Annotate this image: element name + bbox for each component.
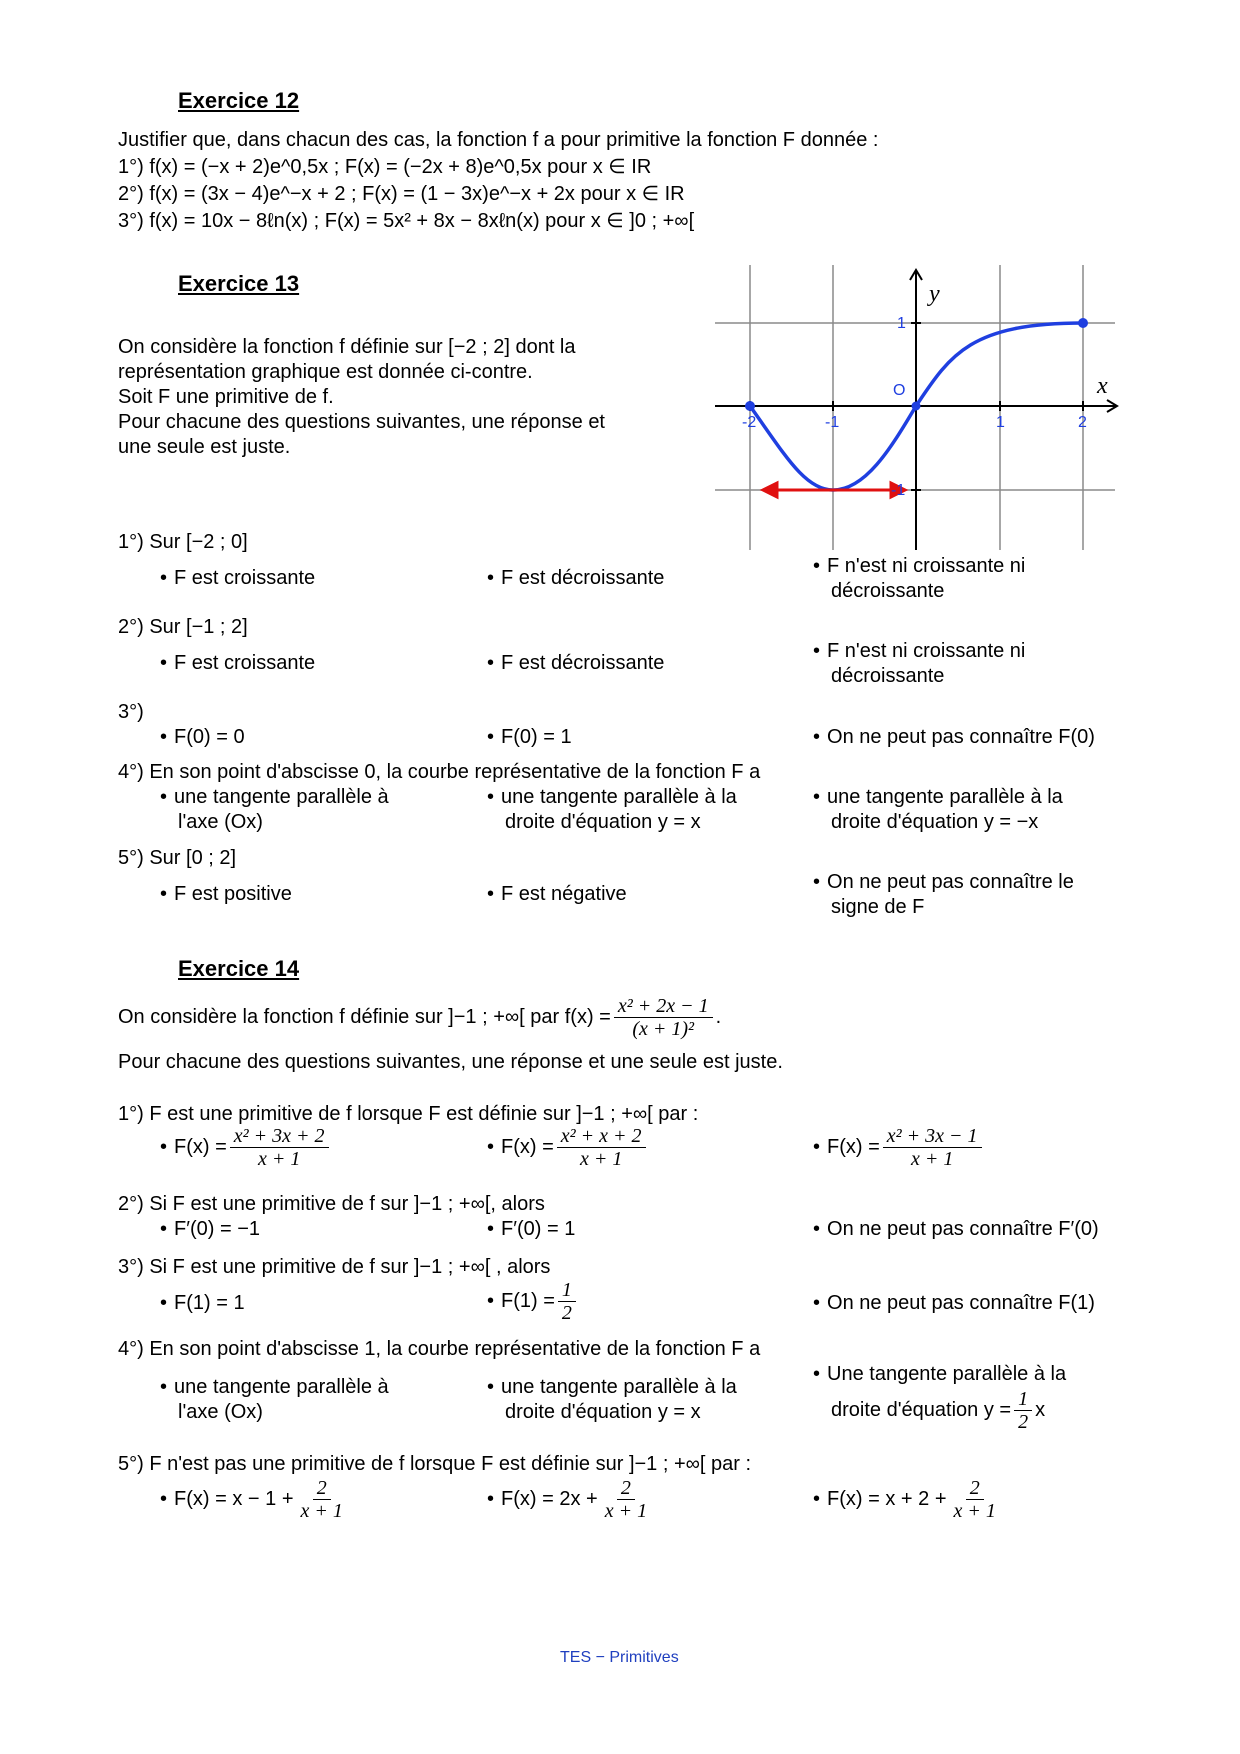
ex14-q4-option-b-line2: droite d'équation y = x [505,1401,701,1423]
ex14-q1-a-den: x + 1 [257,1148,301,1170]
ex14-q1-option-a[interactable] [160,1125,332,1170]
ex14-intro-2: Pour chacune des questions suivantes, une réponse et une seule est juste. [118,1051,783,1073]
ex14-q3-option-b[interactable] [487,1279,579,1324]
ex14-intro: On considère la fonction f définie sur ]−1 ; +∞[ par f(x) = $\frac{\text{x² + 2x − 1}}{\text{(x + 1)²}}$ . [118,995,722,1040]
y-tick-1: 1 [897,315,906,332]
ex14-q2-label: 2°) Si F est une primitive de f sur ]−1 ; +∞[, alors [118,1193,545,1215]
x-tick-m1: -1 [825,414,840,431]
ex14-q5-option-c[interactable] [813,1477,1003,1522]
curve-point-start [745,401,755,411]
ex14-q3-b-prefix: • F(1) = [501,1290,555,1312]
ex14-q1-a-prefix: • F(x) = [174,1136,227,1158]
ex14-q5-option-a[interactable] [160,1477,350,1522]
ex14-q4-c-pre: droite d'équation y = [831,1399,1012,1421]
ex14-q2-option-b[interactable]: • F′(0) = 1 [487,1217,575,1242]
ex13-q4-option-a[interactable]: • une tangente parallèle à [160,785,389,810]
ex13-q2-label: 2°) Sur [−1 ; 2] [118,616,248,638]
ex13-q3-option-a[interactable]: • F(0) = 0 [160,725,245,750]
ex14-q3-label: 3°) Si F est une primitive de f sur ]−1 ; +∞[ , alors [118,1256,551,1278]
ex14-q1-label: 1°) F est une primitive de f lorsque F est définie sur ]−1 ; +∞[ par : [118,1103,699,1125]
ex14-q1-b-prefix: • F(x) = [501,1136,554,1158]
ex14-intro-fraction [614,995,713,1040]
ex14-q1-c-den: x + 1 [910,1148,954,1170]
ex14-q5-b-den: x + 1 [604,1500,648,1522]
ex14-q1-option-b[interactable] [487,1125,649,1170]
ex14-q5-option-b[interactable] [487,1477,654,1522]
ex14-q5-a-den: x + 1 [300,1500,343,1522]
ex14-q2-option-c[interactable]: • On ne peut pas connaître F′(0) [813,1217,1099,1242]
ex14-q1-a-fraction [230,1125,329,1170]
ex14-q3-b-den: 2 [561,1302,572,1324]
ex14-title: Exercice 14 [178,956,300,981]
ex14-q3-b-fraction [558,1279,576,1324]
ex14-q4-c-den: 2 [1018,1411,1029,1433]
x-tick-2: 2 [1078,414,1087,431]
tangent-arrow [763,483,905,497]
ex12-line-3: 3°) f(x) = 10x − 8ℓn(x) ; F(x) = 5x² + 8x − 8xℓn(x) pour x ∈ ]0 ; +∞[ [118,210,695,232]
curve-point-origin [912,402,921,411]
ex13-q1-option-a[interactable]: • F est croissante [160,566,315,591]
ex13-q4-option-c[interactable]: • une tangente parallèle à la [813,785,1063,810]
ex13-q1-label: 1°) Sur [−2 ; 0] [118,531,248,553]
ex13-q1-option-b[interactable]: • F est décroissante [487,566,664,591]
ex14-q4-label: 4°) En son point d'abscisse 1, la courbe représentative de la fonction F a [118,1338,761,1360]
ex13-intro-4: Pour chacune des questions suivantes, une réponse et [118,411,605,433]
ex14-q2-option-a[interactable]: • F′(0) = −1 [160,1217,260,1242]
ex14-q1-c-num: x² + 3x − 1 [883,1125,982,1148]
ex13-q3-option-b[interactable]: • F(0) = 1 [487,725,572,750]
ex14-q4-option-a-line2: l'axe (Ox) [178,1401,263,1423]
ex14-q1-c-prefix: • F(x) = [827,1136,880,1158]
ex14-intro-text: On considère la fonction f définie sur ]−1 ; +∞[ par f(x) = [118,1006,611,1028]
ex14-q4-option-a[interactable]: • une tangente parallèle à [160,1375,389,1400]
ex14-q5-label: 5°) F n'est pas une primitive de f lorsque F est définie sur ]−1 ; +∞[ par : [118,1453,752,1475]
ex12-line-2: 2°) f(x) = (3x − 4)e^−x + 2 ; F(x) = (1 − 3x)e^−x + 2x pour x ∈ IR [118,183,685,205]
ex14-q3-b-num: 1 [558,1279,576,1302]
ex14-q5-c-num: 2 [966,1477,984,1500]
ex14-q4-option-c[interactable]: • Une tangente parallèle à la [813,1362,1066,1387]
axis-label-x: x [1097,373,1108,399]
ex14-q4-c-post: x [1035,1399,1046,1421]
ex14-q5-c-den: x + 1 [953,1500,996,1522]
ex12-title: Exercice 12 [178,88,300,113]
ex12-line-1: 1°) f(x) = (−x + 2)e^0,5x ; F(x) = (−2x + 8)e^0,5x pour x ∈ IR [118,156,652,178]
ex13-intro-3: Soit F une primitive de f. [118,386,334,408]
ex13-q5-option-b[interactable]: • F est négative [487,882,627,907]
ex13-q3-option-c[interactable]: • On ne peut pas connaître F(0) [813,725,1095,750]
ex14-q5-c-prefix: • F(x) = x + 2 + [827,1488,947,1510]
axis-label-y: y [929,281,940,307]
ex13-q2-option-c[interactable]: • F n'est ni croissante ni [813,639,1025,664]
ex13-q4-label: 4°) En son point d'abscisse 0, la courbe représentative de la fonction F a [118,761,761,783]
ex14-q4-option-c-line2 [831,1388,1045,1433]
ex13-intro-2: représentation graphique est donnée ci-contre. [118,361,533,383]
ex14-q1-b-num: x² + x + 2 [557,1125,646,1148]
ex13-q4-option-a-line2: l'axe (Ox) [178,811,263,833]
ex14-q5-b-prefix: • F(x) = 2x + [501,1488,598,1510]
y-tick-m1: -1 [891,482,906,499]
x-tick-m2: -2 [742,414,757,431]
ex14-q4-option-b[interactable]: • une tangente parallèle à la [487,1375,737,1400]
function-graph [715,265,1125,555]
ex14-q5-b-fraction [601,1477,651,1522]
ex13-q2-option-b[interactable]: • F est décroissante [487,651,664,676]
ex14-q5-a-num: 2 [313,1477,331,1500]
ex14-q3-option-a[interactable]: • F(1) = 1 [160,1291,245,1316]
ex14-q5-b-num: 2 [617,1477,635,1500]
ex13-q5-option-c[interactable]: • On ne peut pas connaître le [813,870,1074,895]
ex13-q3-label: 3°) [118,701,144,723]
ex13-intro-5: une seule est juste. [118,436,291,458]
ex14-q5-a-fraction [297,1477,347,1522]
ex13-q5-option-a[interactable]: • F est positive [160,882,292,907]
x-tick-1: 1 [996,414,1005,431]
ex14-intro-numerator: x² + 2x − 1 [614,995,713,1018]
ex14-q5-a-prefix: • F(x) = x − 1 + [174,1488,294,1510]
ex13-q4-option-b[interactable]: • une tangente parallèle à la [487,785,737,810]
ex13-q5-label: 5°) Sur [0 ; 2] [118,847,237,869]
ex14-q1-a-num: x² + 3x + 2 [230,1125,329,1148]
ex14-q5-c-fraction [950,1477,1000,1522]
ex14-q1-b-den: x + 1 [579,1148,623,1170]
ex13-q4-option-c-line2: droite d'équation y = −x [831,811,1039,833]
ex13-q2-option-c-line2: décroissante [831,665,945,687]
curve-point-end [1078,318,1088,328]
page-footer: TES − Primitives [560,1649,679,1666]
ex13-q1-option-c[interactable]: • F n'est ni croissante ni [813,554,1025,579]
ex14-q1-c-fraction [883,1125,982,1170]
ex14-q1-b-fraction [557,1125,646,1170]
ex13-q5-option-c-line2: signe de F [831,896,925,918]
ex13-q4-option-b-line2: droite d'équation y = x [505,811,701,833]
ex14-q4-c-fraction [1014,1388,1032,1433]
ex12-intro: Justifier que, dans chacun des cas, la fonction f a pour primitive la fonction F donnée : [118,129,879,151]
ex13-q2-option-a[interactable]: • F est croissante [160,651,315,676]
origin-label: O [893,382,906,399]
ex13-intro-1: On considère la fonction f définie sur [−2 ; 2] dont la [118,336,576,358]
ex13-q1-option-c-line2: décroissante [831,580,945,602]
ex14-q1-option-c[interactable] [813,1125,985,1170]
ex14-q3-option-c[interactable]: • On ne peut pas connaître F(1) [813,1291,1095,1316]
ex14-intro-denominator: (x + 1)² [632,1018,695,1040]
ex13-title: Exercice 13 [178,271,300,296]
ex14-q4-c-num: 1 [1014,1388,1032,1411]
